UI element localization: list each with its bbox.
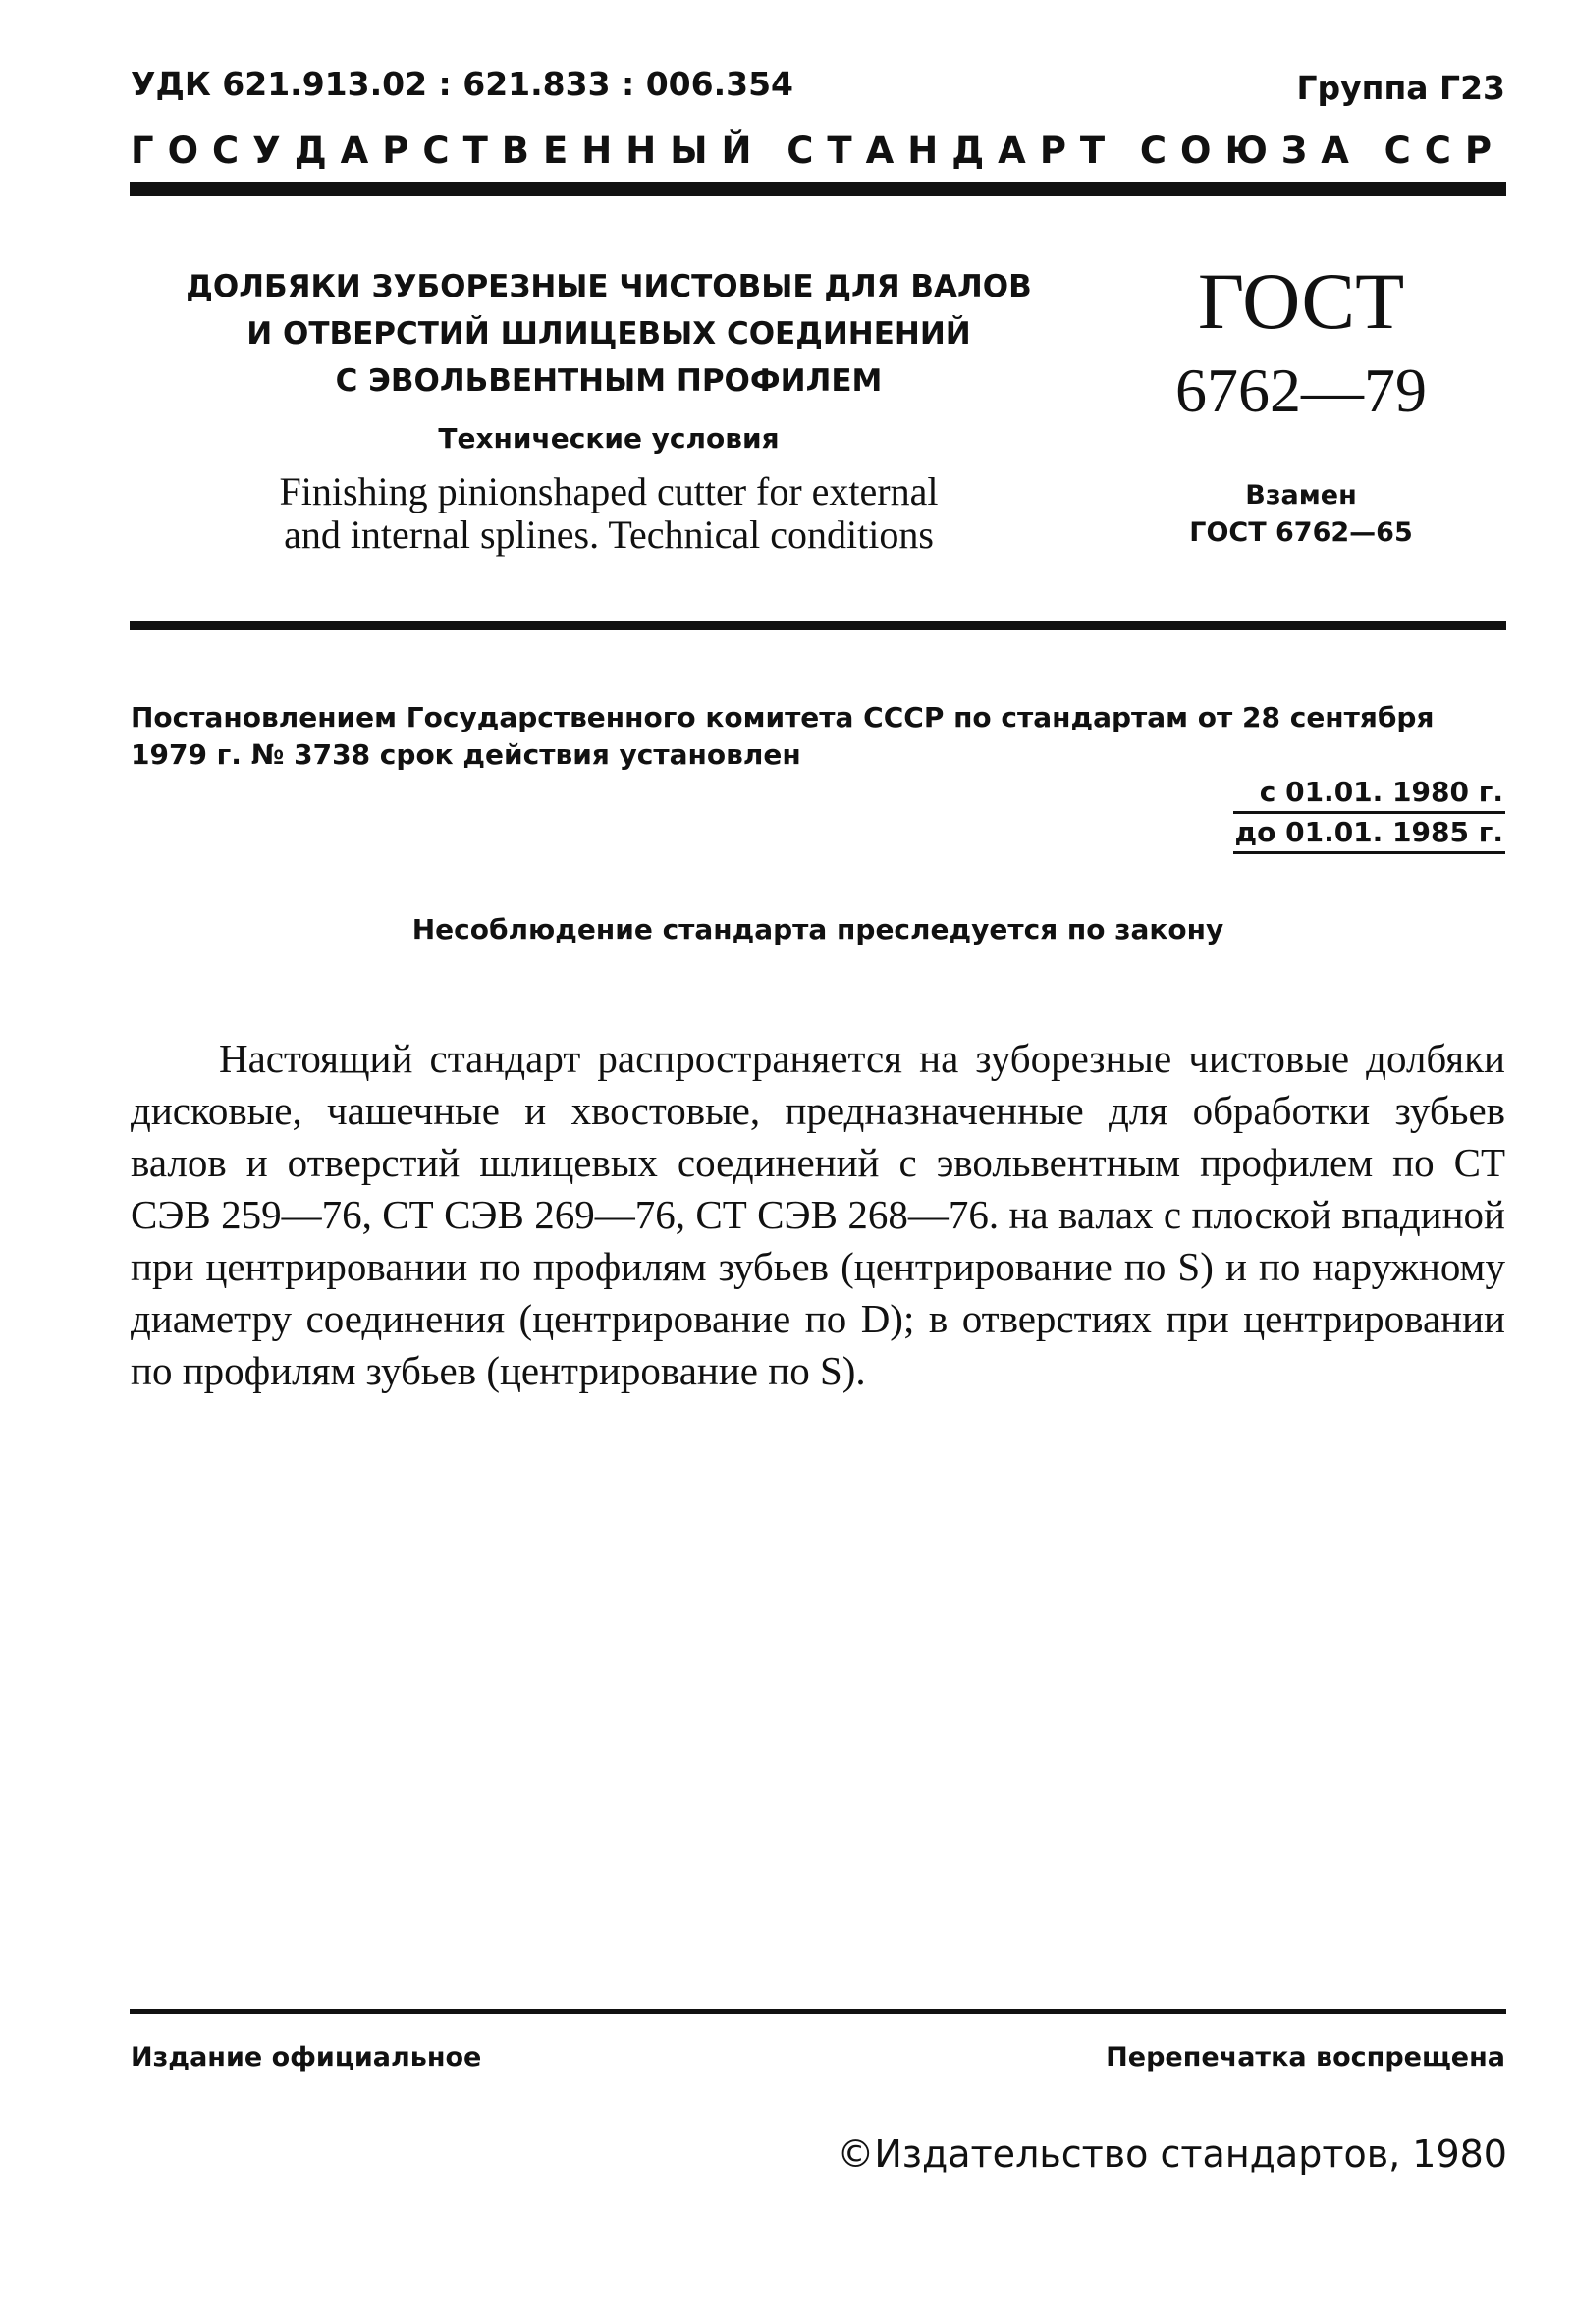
- english-title: [167, 470, 1051, 557]
- edition-note: Издание официальное: [131, 2042, 482, 2073]
- banner-word: ГОСУДАРСТВЕННЫЙ: [131, 130, 766, 172]
- title-line: ДОЛБЯКИ ЗУБОРЕЗНЫЕ ЧИСТОВЫЕ ДЛЯ ВАЛОВ: [186, 269, 1032, 304]
- reprint-note: Перепечатка воспрещена: [1106, 2042, 1505, 2073]
- legal-notice: Несоблюдение стандарта преследуется по закону: [411, 913, 1224, 946]
- banner-word: СТАНДАРТ: [787, 130, 1119, 172]
- banner-word: ССР: [1384, 130, 1505, 172]
- group-code: Группа Г23: [1296, 69, 1505, 107]
- gost-label: ГОСТ: [1197, 256, 1405, 346]
- bottom-rule: [130, 2009, 1506, 2014]
- subtitle: Технические условия: [438, 422, 780, 455]
- decree-text: Постановлением Государственного комитета СССР по стандартам от 28 сентября 1979 г. № 3738 срок действия установлен: [131, 701, 1435, 771]
- title-line: С ЭВОЛЬВЕНТНЫМ ПРОФИЛЕМ: [335, 363, 883, 399]
- copyright: ©Издательство стандартов, 1980: [837, 2133, 1507, 2176]
- english-title-line: and internal splines. Technical conditions: [284, 513, 934, 557]
- gost-number: 6762—79: [1175, 355, 1427, 425]
- gost-block: [1129, 257, 1473, 552]
- body-paragraph: Настоящий стандарт распространяется на зуборезные чистовые долбяки дисковые, чашечные и хвостовые, предназначенные для обработки зубьев валов и отверстий шлицевых соединений с эвольвентным профилем по СТ СЭВ 259—76, СТ СЭВ 269—76, СТ СЭВ 268—76. на валах с плоской впадиной при центрировании по профилям зубьев (центрирование по S) и по наружному диаметру соединения (центрирование по D); в отверстиях при центрировании по профилям зубьев (центрирование по S).: [131, 1036, 1505, 1393]
- validity-dates: [1233, 774, 1506, 854]
- title-block: [167, 263, 1051, 557]
- udk-code: УДК 621.913.02 : 621.833 : 006.354: [131, 65, 794, 103]
- banner-word: СОЮЗА: [1139, 130, 1363, 172]
- valid-to: до 01.01. 1985 г.: [1233, 814, 1506, 854]
- valid-from: с 01.01. 1980 г.: [1233, 774, 1506, 814]
- middle-rule: [130, 621, 1506, 630]
- replaces-note: [1129, 477, 1473, 552]
- replaces-label: Взамен: [1245, 480, 1357, 511]
- english-title-line: Finishing pinionshaped cutter for external: [279, 469, 939, 513]
- state-standard-banner: [131, 130, 1505, 172]
- replaces-value: ГОСТ 6762—65: [1189, 517, 1413, 548]
- top-rule: [130, 182, 1506, 196]
- title-line: И ОТВЕРСТИЙ ШЛИЦЕВЫХ СОЕДИНЕНИЙ: [246, 316, 971, 351]
